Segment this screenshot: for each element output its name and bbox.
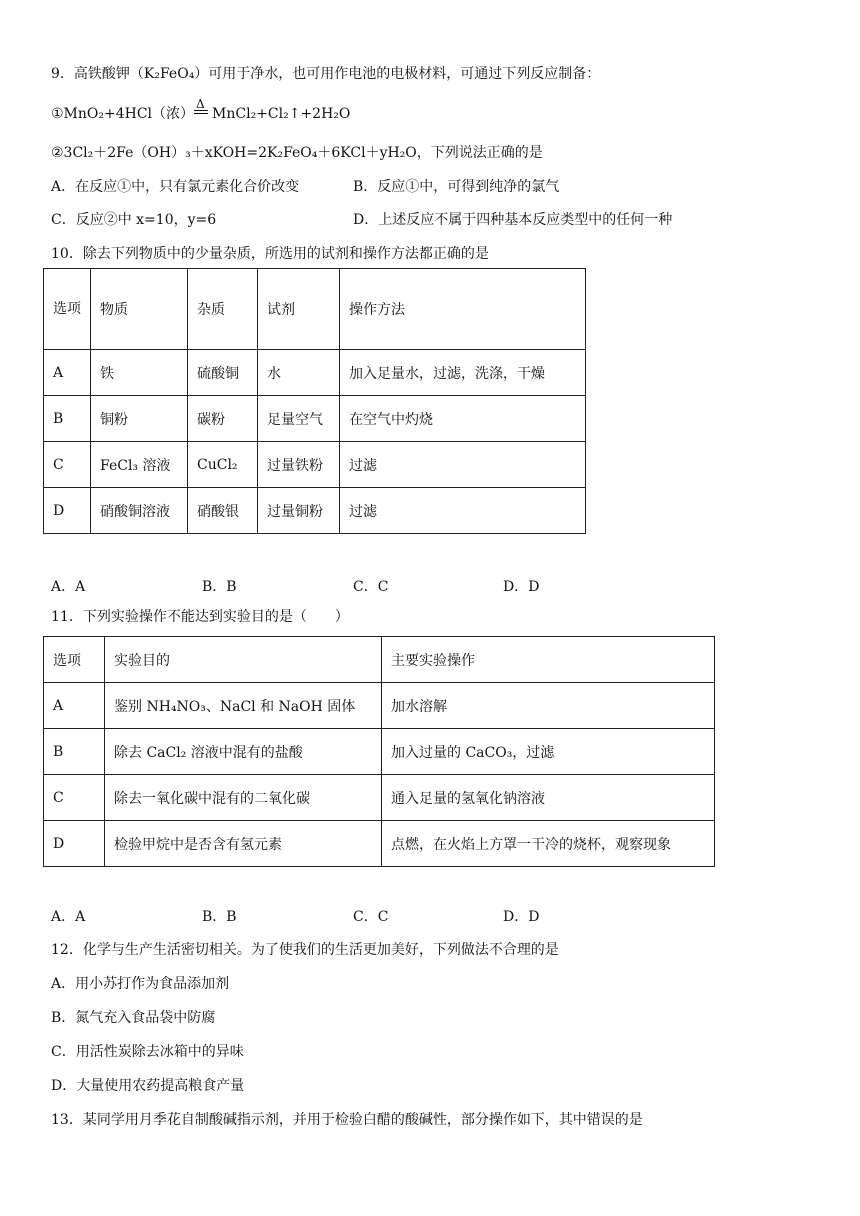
table-cell: 水: [258, 350, 340, 396]
q12-stem: 12．化学与生产生活密切相关。为了使我们的生活更加美好，下列做法不合理的是: [51, 942, 559, 958]
table-row: [44, 683, 715, 729]
table-row: [44, 821, 715, 867]
table-cell: 加入过量的 CaCO₃，过滤: [382, 729, 715, 775]
table-cell: 过量铜粉: [258, 488, 340, 534]
q9-option-b: B．反应①中，可得到纯净的氯气: [353, 179, 560, 195]
header-cell: 物质: [91, 269, 188, 350]
table-row: [44, 775, 715, 821]
q10-answer-a: A．A: [51, 579, 86, 595]
header-cell: 选项: [44, 269, 91, 350]
q12-option-b: B．氮气充入食品袋中防腐: [51, 1010, 216, 1026]
table-row: [44, 488, 586, 534]
q10-answer-d: D．D: [503, 579, 540, 595]
table-row: [44, 729, 715, 775]
table-cell: 过量铁粉: [258, 442, 340, 488]
q9-equation-1: [51, 97, 351, 124]
q11-answer-b: B．B: [202, 909, 237, 925]
table-cell: A: [44, 350, 91, 396]
table-cell: C: [44, 442, 91, 488]
q11-answer-c: C．C: [353, 909, 389, 925]
table-cell: 铜粉: [91, 396, 188, 442]
q10-answer-c: C．C: [353, 579, 389, 595]
table-cell: 过滤: [340, 442, 586, 488]
q11-stem: 11．下列实验操作不能达到实验目的是（ ）: [51, 609, 349, 625]
table-cell: 除去 CaCl₂ 溶液中混有的盐酸: [105, 729, 382, 775]
q9-option-a: A．在反应①中，只有氯元素化合价改变: [51, 179, 300, 195]
table-cell: 碳粉: [188, 396, 258, 442]
q11-answer-d: D．D: [503, 909, 540, 925]
q12-option-a: A．用小苏打作为食品添加剂: [51, 976, 230, 992]
table-cell: B: [44, 729, 105, 775]
table-cell: 硝酸铜溶液: [91, 488, 188, 534]
table-header-row: [44, 269, 586, 350]
q13-stem: 13．某同学用月季花自制酸碱指示剂，并用于检验白醋的酸碱性，部分操作如下，其中错误的是: [51, 1112, 643, 1128]
table-cell: 除去一氧化碳中混有的二氧化碳: [105, 775, 382, 821]
table-cell: FeCl₃ 溶液: [91, 442, 188, 488]
header-cell: 试剂: [258, 269, 340, 350]
q9-option-d: D．上述反应不属于四种基本反应类型中的任何一种: [353, 212, 673, 228]
q9-equation-2: ②3Cl₂＋2Fe（OH）₃＋xKOH=2K₂FeO₄＋6KCl＋yH₂O，下列说法正确的是: [51, 145, 543, 161]
table-cell: 足量空气: [258, 396, 340, 442]
q11-table: [43, 636, 715, 867]
eq1-right: MnCl₂+Cl₂↑+2H₂O: [212, 106, 351, 122]
q10-stem: 10．除去下列物质中的少量杂质，所选用的试剂和操作方法都正确的是: [51, 246, 489, 262]
table-header-row: [44, 637, 715, 683]
header-cell: 杂质: [188, 269, 258, 350]
table-cell: 点燃，在火焰上方罩一干冷的烧杯，观察现象: [382, 821, 715, 867]
header-cell: 主要实验操作: [382, 637, 715, 683]
table-cell: 过滤: [340, 488, 586, 534]
q11-answer-a: A．A: [51, 909, 86, 925]
table-cell: CuCl₂: [188, 442, 258, 488]
q10-table: [43, 268, 586, 534]
table-row: [44, 396, 586, 442]
delta-symbol: Δ: [196, 97, 205, 111]
table-cell: 在空气中灼烧: [340, 396, 586, 442]
table-cell: 加水溶解: [382, 683, 715, 729]
heat-condition: [194, 97, 212, 124]
table-cell: 硝酸银: [188, 488, 258, 534]
q12-option-c: C．用活性炭除去冰箱中的异味: [51, 1044, 244, 1060]
table-cell: A: [44, 683, 105, 729]
header-cell: 实验目的: [105, 637, 382, 683]
table-cell: 硫酸铜: [188, 350, 258, 396]
table-cell: B: [44, 396, 91, 442]
table-cell: D: [44, 488, 91, 534]
q9-option-c: C．反应②中 x=10，y=6: [51, 212, 217, 228]
q9-stem: 9．高铁酸钾（K₂FeO₄）可用于净水，也可用作电池的电极材料，可通过下列反应制备：: [51, 66, 601, 82]
q12-option-d: D．大量使用农药提高粮食产量: [51, 1078, 245, 1094]
table-cell: C: [44, 775, 105, 821]
table-row: [44, 442, 586, 488]
table-cell: D: [44, 821, 105, 867]
table-cell: 加入足量水，过滤，洗涤，干燥: [340, 350, 586, 396]
table-cell: 铁: [91, 350, 188, 396]
header-cell: 选项: [44, 637, 105, 683]
table-cell: 检验甲烷中是否含有氢元素: [105, 821, 382, 867]
header-cell: 操作方法: [340, 269, 586, 350]
table-cell: 通入足量的氢氧化钠溶液: [382, 775, 715, 821]
q10-answer-b: B．B: [202, 579, 237, 595]
eq1-left: ①MnO₂+4HCl（浓）: [51, 106, 195, 122]
table-cell: 鉴别 NH₄NO₃、NaCl 和 NaOH 固体: [105, 683, 382, 729]
table-row: [44, 350, 586, 396]
